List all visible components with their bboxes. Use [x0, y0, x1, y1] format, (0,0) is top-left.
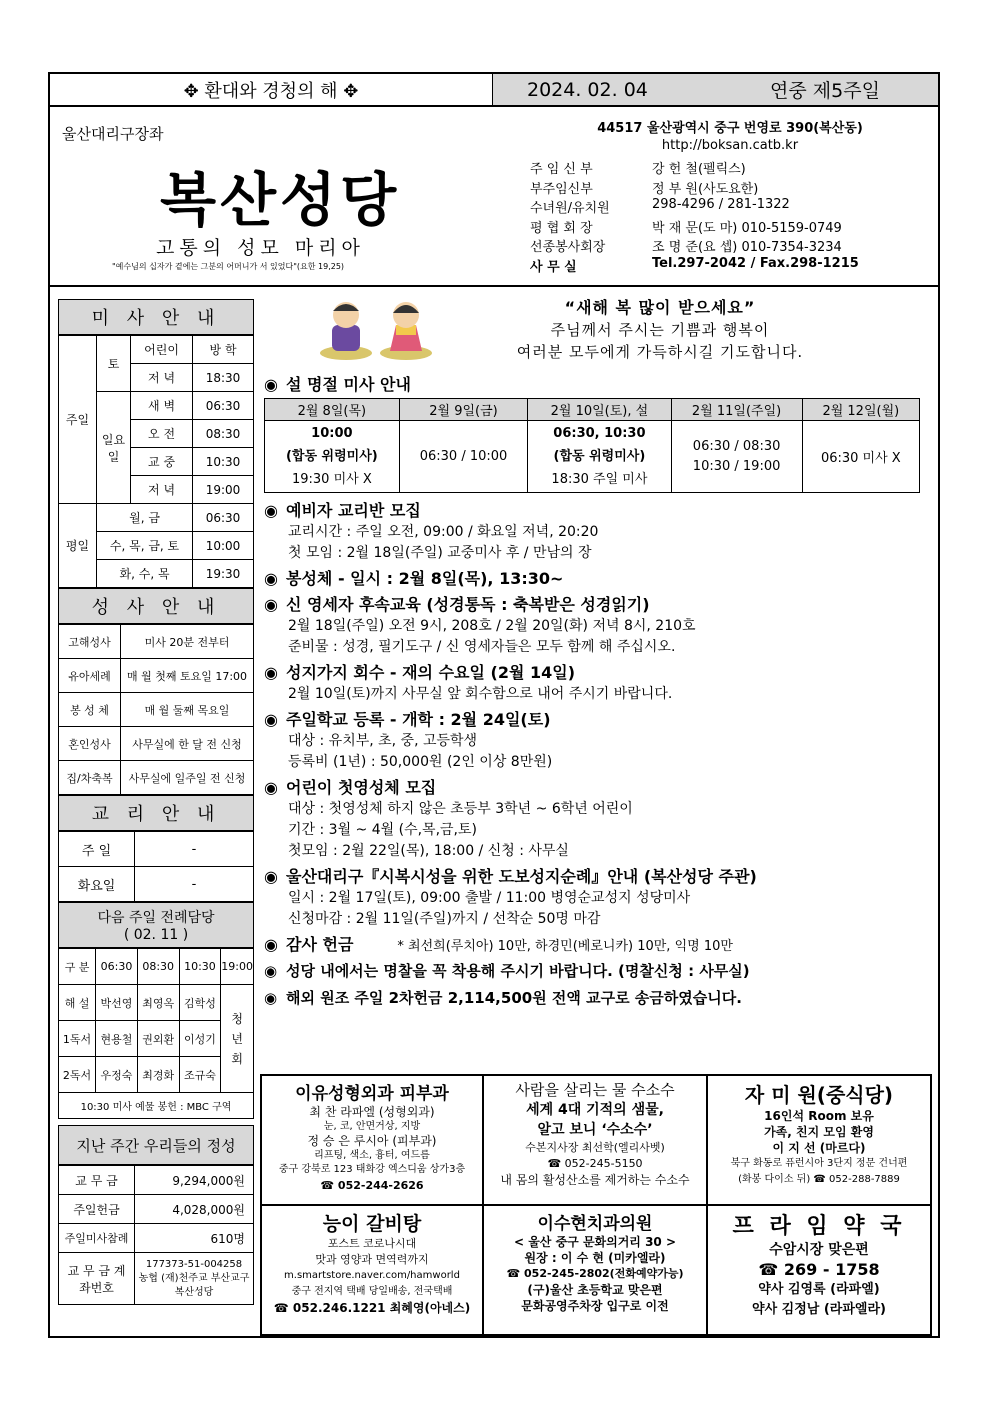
year-theme: ✥ 환대와 경청의 해 ✥	[183, 80, 359, 102]
date-col-header: 2월 9일(금)	[399, 399, 528, 421]
notice-line: 2월 18일(주일) 오전 9시, 208호 / 2월 20일(화) 저녁 8시, 210호	[288, 618, 696, 634]
catechism-time: -	[135, 832, 254, 867]
offering-label: 주일미사참례	[59, 1224, 135, 1253]
ad-line: 맛과 영양과 면역력까지	[315, 1253, 429, 1266]
mass-time: 19:30	[193, 560, 254, 588]
duty-person: 조규숙	[179, 1057, 221, 1093]
mass-time: 06:30	[193, 504, 254, 532]
offering-label: 주일헌금	[59, 1195, 135, 1224]
notice-line: 준비물 : 성경, 필기도구 / 신 영세자들은 모두 함께 해 주십시오.	[288, 639, 676, 655]
sacrament-info: 매 월 첫째 토요일 17:00	[121, 659, 254, 693]
mass-schedule-heading: 미 사 안 내	[58, 299, 254, 335]
ad-line: 원장 : 이 수 현 (미카엘라)	[524, 1251, 666, 1265]
ad-line: 내 몸의 활성산소를 제거하는 수소수	[500, 1173, 690, 1187]
sacrament-name: 봉 성 체	[59, 693, 121, 727]
parish-title: 복산성당	[160, 166, 401, 234]
notice-title: 예비자 교리반 모집	[286, 501, 421, 520]
notice-heading	[264, 593, 930, 616]
main-column	[260, 299, 930, 1010]
staff-role: 평 협 회 장	[530, 220, 593, 236]
bullseye-icon: ◉	[264, 710, 278, 729]
duty-note: 10:30 미사 예물 봉헌 : MBC 구역	[59, 1093, 254, 1119]
new-year-children-illustration	[318, 295, 438, 363]
bulletin-frame	[48, 72, 940, 1338]
bullseye-icon: ◉	[264, 375, 278, 394]
catechism-day: 주 일	[59, 832, 135, 867]
duty-person: 최영옥	[137, 985, 179, 1021]
date-col-header: 2월 11일(주일)	[671, 399, 802, 421]
notice-title: 성지가지 회수 - 재의 수요일 (2월 14일)	[286, 663, 576, 682]
duty-person: 이성기	[179, 1021, 221, 1057]
mass-name: 교 중	[131, 448, 193, 476]
staff-row	[530, 217, 930, 237]
ad-line: 약사 김정남 (라파엘라)	[752, 1302, 886, 1317]
ad-address: 북구 화동로 퓨런시아 3단지 정문 건너편	[730, 1158, 908, 1169]
duty-person: 박선영	[96, 985, 138, 1021]
mass-note: (합동 위령미사)	[285, 449, 378, 464]
sacrament-heading: 성 사 안 내	[58, 588, 254, 624]
ad-name: 능이 갈비탕	[322, 1213, 422, 1235]
mass-schedule-table	[58, 335, 254, 588]
ad-phone: ☎ 052-245-2802(전화예약가능)	[506, 1267, 684, 1280]
ad-restaurant	[707, 1075, 931, 1205]
greeting-line: 주님께서 주시는 기쁨과 행복이	[550, 321, 770, 339]
mass-time: 10:30 / 19:00	[692, 458, 781, 474]
staff-name: 박 재 문(도 마) 010-5159-0749	[652, 220, 842, 236]
notice-heading	[264, 567, 930, 590]
mass-name: 저 녁	[131, 364, 193, 392]
ad-name: 사람을 살리는 물 수소수	[515, 1081, 675, 1099]
staff-row	[530, 178, 930, 198]
account-label: 교 무 금 계좌번호	[59, 1253, 135, 1305]
notice-heading	[264, 933, 930, 956]
notice-title: 설 명절 미사 안내	[286, 375, 411, 394]
duty-role: 해 설	[59, 985, 96, 1021]
greeting-text	[450, 297, 870, 363]
notice-heading	[264, 987, 930, 1010]
staff-row	[530, 158, 930, 178]
office-contact: Tel.297-2042 / Fax.298-1215	[652, 255, 859, 271]
top-bar	[50, 74, 938, 107]
notice-line: 첫모임 : 2월 22일(목), 18:00 / 신청 : 사무실	[288, 843, 569, 859]
bullseye-icon: ◉	[264, 569, 278, 588]
notice-title: 어린이 첫영성체 모집	[286, 778, 437, 797]
staff-name: 강 헌 철(펠릭스)	[652, 162, 746, 177]
bullseye-icon: ◉	[264, 935, 278, 954]
ad-line: 16인석 Room 보유	[764, 1109, 874, 1123]
ad-hydrogen-water	[483, 1075, 707, 1205]
bullseye-icon: ◉	[264, 867, 278, 886]
notice-line: 일시 : 2월 17일(토), 09:00 출발 / 11:00 병영순교성지 성당미사	[288, 890, 691, 906]
duty-person: 권외환	[137, 1021, 179, 1057]
notice-line: 대상 : 유치부, 초, 중, 고등학생	[288, 733, 478, 749]
bullseye-icon: ◉	[264, 778, 278, 797]
advertisements	[260, 1074, 932, 1336]
offering-amount: 610명	[135, 1224, 254, 1253]
greeting-line: 여러분 모두에게 가득하시길 기도합니다.	[516, 343, 804, 361]
ad-pharmacy	[707, 1205, 931, 1335]
ad-line: 최 찬 라파엘 (성형외과)	[309, 1105, 435, 1119]
notice-heading	[264, 865, 930, 888]
staff-row	[530, 236, 930, 256]
youth-group-cell: 청년회	[221, 985, 254, 1093]
ad-line: 약사 김영록 (라파엘)	[758, 1282, 880, 1297]
notice-line: 등록비 (1년) : 50,000원 (2인 이상 8만원)	[288, 754, 553, 770]
ad-phone: ☎ 052.246.1221 최혜영(아네스)	[273, 1301, 471, 1315]
notice-title: 성당 내에서는 명찰을 꼭 착용해 주시기 바랍니다. (명찰신청 : 사무실)	[286, 962, 750, 980]
offering-heading: 지난 주간 우리들의 정성	[58, 1125, 254, 1165]
notice-title: 해외 원조 주일 2차헌금 2,114,500원 전액 교구로 송금하였습니다.	[286, 989, 742, 1007]
bullseye-icon: ◉	[264, 501, 278, 520]
notice-line: 신청마감 : 2월 11일(주일)까지 / 선착순 50명 마감	[288, 911, 601, 927]
staff-name: 정 부 원(사도요한)	[652, 181, 759, 197]
staff-role: 사 무 실	[530, 259, 577, 275]
mass-time: 18:30	[193, 364, 254, 392]
offering-table	[58, 1165, 254, 1305]
offering-label: 교 무 금	[59, 1166, 135, 1195]
account-bank: 농협 (재)천주교 부산교구 복산성당	[138, 1272, 250, 1298]
duty-col-header: 구 분	[59, 949, 96, 985]
notice-heading	[264, 708, 930, 731]
mass-name: 오 전	[131, 420, 193, 448]
notice-title: 주일학교 등록 - 개학 : 2월 24일(토)	[286, 710, 551, 729]
offering-amount: 9,294,000원	[135, 1166, 254, 1195]
bullseye-icon: ◉	[264, 962, 278, 980]
account-cell	[135, 1253, 254, 1305]
ad-line: 가족, 친지 모임 환영	[764, 1125, 874, 1139]
staff-role: 수녀원/유치원	[530, 201, 610, 216]
mass-cell	[265, 421, 400, 493]
account-number: 177373-51-004258	[145, 1258, 243, 1270]
mass-days: 월, 금	[97, 504, 193, 532]
liturgical-week: 연중 제5주일	[712, 74, 938, 105]
mass-days: 화, 수, 목	[97, 560, 193, 588]
greeting	[260, 299, 930, 367]
sacrament-info: 매 월 둘째 목요일	[121, 693, 254, 727]
ad-line: 세계 4대 기적의 샘물,	[526, 1102, 664, 1118]
mass-name: 새 벽	[131, 392, 193, 420]
notice-line: 교리시간 : 주일 오전, 09:00 / 화요일 저녁, 20:20	[288, 524, 599, 540]
ad-line: (구)울산 초등학교 맞은편	[527, 1283, 663, 1297]
parish-info	[530, 117, 930, 275]
scripture-quote: "예수님의 십자가 곁에는 그분의 어머니가 서 있었다"(요한 19,25)	[112, 262, 345, 271]
catechism-day: 화요일	[59, 867, 135, 902]
staff-name: 298-4296 / 281-1322	[652, 197, 790, 212]
ad-address: 중구 강북로 123 태화강 엑스디움 상가3층	[278, 1164, 466, 1175]
mass-days: 수, 목, 금, 토	[97, 532, 193, 560]
mass-name: 저 녁	[131, 476, 193, 504]
sacrament-info: 사무실에 한 달 전 신청	[121, 727, 254, 761]
date-col-header: 2월 8일(목)	[265, 399, 400, 421]
date-col-header: 2월 12일(월)	[802, 399, 919, 421]
sacrament-name: 집/차축복	[59, 761, 121, 795]
notice-line: 대상 : 첫영성체 하지 않은 초등부 3학년 ~ 6학년 어린이	[288, 801, 633, 817]
ad-line: 중구 전지역 택배 당일배송, 전국택배	[291, 1286, 453, 1297]
sacrament-table	[58, 624, 254, 795]
ad-line: < 울산 중구 문화의거리 30 >	[513, 1235, 677, 1249]
mass-cell	[671, 421, 802, 493]
catechism-time: -	[135, 867, 254, 902]
ad-line: 수암시장 맞은편	[769, 1242, 869, 1258]
staff-role: 선종봉사회장	[530, 240, 606, 255]
mass-time: 06:30	[193, 392, 254, 420]
duty-title: 다음 주일 전례담당	[97, 910, 215, 926]
notice-heading	[264, 499, 930, 522]
left-column	[58, 299, 254, 1305]
date-col-header: 2월 10일(토), 설	[528, 399, 671, 421]
notice-line: 첫 모임 : 2월 18일(주일) 교중미사 후 / 만남의 장	[288, 545, 592, 561]
duty-role: 2독서	[59, 1057, 96, 1093]
notice-title: 봉성체 - 일시 : 2월 8일(목), 13:30~	[286, 569, 564, 588]
bullseye-icon: ◉	[264, 595, 278, 614]
notice-title: 감사 헌금	[286, 935, 354, 954]
catechism-table	[58, 831, 254, 902]
mass-time: 06:30, 10:30	[553, 426, 646, 441]
mass-time: 08:30	[193, 420, 254, 448]
thanks-offering-list: * 최선희(루치아) 10만, 하경민(베로니카) 10만, 익명 10만	[397, 939, 733, 954]
ad-line: 눈, 코, 안면거상, 지방	[323, 1121, 421, 1132]
mass-note: 18:30 주일 미사	[551, 472, 648, 487]
offering-amount: 4,028,000원	[135, 1195, 254, 1224]
duty-table	[58, 948, 254, 1119]
notice-heading	[264, 960, 930, 983]
staff-row	[530, 197, 930, 217]
ad-phone: ☎ 052-244-2626	[320, 1179, 424, 1192]
ad-line: 정 승 은 루시아 (피부과)	[307, 1134, 437, 1148]
ad-line: 이 지 선 (마르다)	[772, 1141, 866, 1155]
ad-name: 자 미 원(중식당)	[744, 1083, 894, 1107]
mass-time: 10:00	[193, 532, 254, 560]
bullseye-icon: ◉	[264, 989, 278, 1007]
catechism-heading: 교 리 안 내	[58, 795, 254, 831]
address: 44517 울산광역시 중구 번영로 390(복산동)	[597, 121, 863, 136]
new-year-mass-table	[264, 398, 920, 493]
ad-name: 프 라 임 약 국	[732, 1214, 906, 1239]
duty-date: ( 02. 11 )	[123, 927, 189, 943]
notice-title: 신 영세자 후속교육 (성경통독 : 축복받은 성경읽기)	[286, 595, 650, 614]
ad-phone: ☎ 052-245-5150	[547, 1157, 643, 1170]
duty-col-header: 06:30	[96, 949, 138, 985]
saturday-label: 토	[97, 336, 131, 392]
greeting-title: “새해 복 많이 받으세요”	[564, 298, 756, 317]
duty-role: 1독서	[59, 1021, 96, 1057]
duty-col-header: 08:30	[137, 949, 179, 985]
ad-phone: ☎ 269 - 1758	[758, 1260, 880, 1279]
duty-person: 우정숙	[96, 1057, 138, 1093]
duty-col-header: 10:30	[179, 949, 221, 985]
sacrament-name: 고해성사	[59, 625, 121, 659]
duty-col-header: 19:00	[221, 949, 254, 985]
mass-time: 10:00	[311, 426, 353, 441]
mass-time: 10:30	[193, 448, 254, 476]
ad-phone: (화봉 다이소 뒤) ☎ 052-288-7889	[738, 1174, 900, 1185]
mass-name: 어린이	[131, 336, 193, 364]
ad-link[interactable]: m.smartstore.naver.com/hamworld	[284, 1270, 460, 1281]
duty-person: 현용철	[96, 1021, 138, 1057]
website-link[interactable]: http://boksan.catb.kr	[661, 138, 799, 153]
notice-line: 2월 10일(토)까지 사무실 앞 회수함으로 내어 주시기 바랍니다.	[288, 686, 673, 702]
bullseye-icon: ◉	[264, 663, 278, 682]
ad-line: 수본지사장 최선학(엘리사벳)	[525, 1141, 665, 1154]
sacrament-info: 미사 20분 전부터	[121, 625, 254, 659]
ad-line: 리프팅, 색소, 흉터, 여드름	[314, 1150, 430, 1161]
diocese-label: 울산대리구장좌	[62, 125, 164, 143]
mass-note: (합동 위령미사)	[553, 449, 646, 464]
sacrament-name: 혼인성사	[59, 727, 121, 761]
ad-name: 이수현치과의원	[537, 1214, 653, 1234]
mass-time: 19:00	[193, 476, 254, 504]
office-row	[530, 256, 930, 276]
notice-heading	[264, 661, 930, 684]
ad-clinic	[261, 1075, 483, 1205]
sunday-day-label: 일요일	[97, 392, 131, 504]
ad-galbitang	[261, 1205, 483, 1335]
notice-heading	[264, 776, 930, 799]
duty-person: 최경화	[137, 1057, 179, 1093]
ad-line: 포스트 코로나시대	[327, 1237, 417, 1250]
mass-note: 19:30 미사 X	[291, 472, 372, 487]
ad-name: 이유성형외과 피부과	[295, 1084, 449, 1104]
ad-line: 알고 보니 ‘수소수’	[537, 1122, 653, 1138]
mass-time: 06:30 / 08:30	[692, 438, 781, 454]
bulletin-date: 2024. 02. 04	[492, 74, 712, 105]
mass-cell: 06:30 미사 X	[802, 421, 919, 493]
notice-title: 울산대리구『시복시성을 위한 도보성지순례』안내 (복산성당 주관)	[286, 867, 757, 886]
mass-time: 방 학	[193, 336, 254, 364]
sacrament-info: 사무실에 일주일 전 신청	[121, 761, 254, 795]
weekday-label: 평일	[59, 504, 97, 588]
staff-role: 주 임 신 부	[530, 162, 593, 177]
sacrament-name: 유아세례	[59, 659, 121, 693]
duty-person: 김학성	[179, 985, 221, 1021]
ad-line: 문화공영주차장 입구로 이전	[521, 1299, 669, 1313]
notice-heading	[264, 373, 930, 396]
duty-heading	[58, 902, 254, 948]
staff-name: 조 명 준(요 셉) 010-7354-3234	[652, 240, 842, 255]
notice-line: 기간 : 3월 ~ 4월 (수,목,금,토)	[288, 822, 477, 838]
staff-role: 부주임신부	[530, 181, 593, 197]
masthead	[50, 109, 938, 287]
patron-name: 고통의 성모 마리아	[156, 237, 365, 259]
sunday-label: 주일	[59, 336, 97, 504]
ad-dental	[483, 1205, 707, 1335]
mass-cell: 06:30 / 10:00	[399, 421, 528, 493]
mass-cell	[528, 421, 671, 493]
